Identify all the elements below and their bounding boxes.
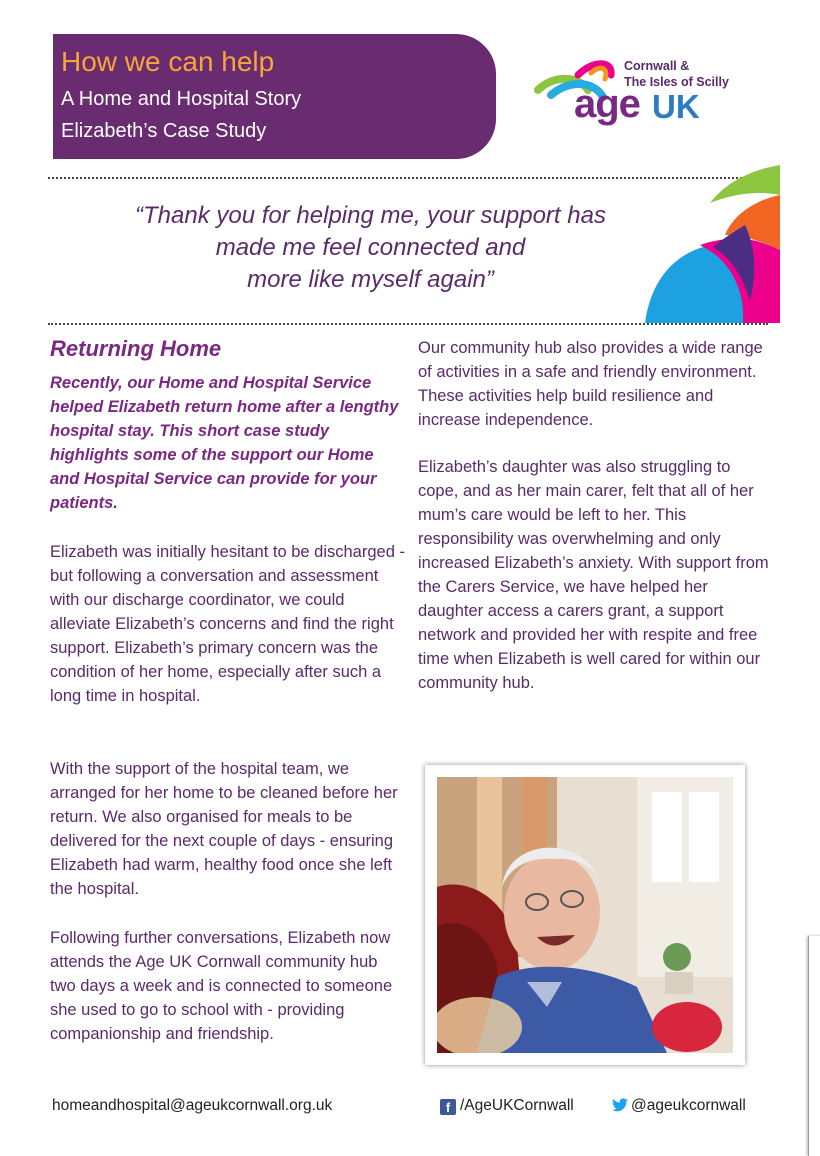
photo-frame: [425, 765, 745, 1065]
footer-email[interactable]: homeandhospital@ageukcornwall.org.uk: [52, 1097, 333, 1114]
footer-facebook-link[interactable]: f /AgeUKCornwall: [440, 1097, 574, 1115]
body-paragraph-1: Elizabeth was initially hesitant to be discharged - but following a conversation and assessment with our discharge coordinator, we could alleviate Elizabeth’s concerns and find the right support. Elizabeth’s primary concern was the condition of her home, especially after such a long time in hospital.: [50, 543, 405, 705]
page-title: How we can help: [61, 46, 275, 77]
logo-age-text: age: [574, 82, 640, 126]
elizabeth-photo: [437, 777, 733, 1053]
body-paragraph-2: With the support of the hospital team, we arranged for her home to be cleaned before her return. We also organised for meals to be delivered for the next couple of days - ensuring Elizabeth had warm, healthy food once she left the hospital.: [50, 760, 398, 898]
body-paragraph-4: Our community hub also provides a wide range of activities in a safe and friendly environment. These activities help build resilience and increase independence.: [418, 339, 763, 429]
intro-paragraph: Recently, our Home and Hospital Service helped Elizabeth return home after a lengthy hospital stay. This short case study highlights some of the support our Home and Hospital Service can provide for your patients.: [50, 374, 399, 512]
section-heading: Returning Home: [50, 336, 222, 361]
logo-region-text: Cornwall & The Isles of Scilly: [624, 59, 729, 89]
page-edge: [808, 936, 820, 1156]
body-paragraph-3: Following further conversations, Elizabeth now attends the Age UK Cornwall community hub two days a week and is connected to someone she used to go to school with - providing companionship and friendship.: [50, 929, 393, 1043]
twitter-icon: [612, 1098, 628, 1112]
testimonial-quote: “Thank you for helping me, your support has made me feel connected and more like myself again”: [135, 202, 606, 293]
body-paragraph-5: Elizabeth’s daughter was also struggling to cope, and as her main carer, felt that all of her mum’s care would be left to her. This responsibility was overwhelming and only increased Elizabeth’s anxiety. With support from the Carers Service, we have helped her daughter access a carers grant, a support network and provided her with respite and free time when Elizabeth is well cared for within our community hub.: [418, 458, 769, 692]
footer-twitter-link[interactable]: @ageukcornwall: [612, 1097, 746, 1115]
logo-uk-text: UK: [652, 88, 700, 125]
case-study-label: Elizabeth’s Case Study: [61, 120, 267, 142]
decorative-swoosh-icon: [645, 165, 780, 325]
header-banner: [53, 34, 496, 159]
page-subtitle: A Home and Hospital Story: [61, 88, 302, 110]
facebook-icon: f: [440, 1099, 456, 1115]
